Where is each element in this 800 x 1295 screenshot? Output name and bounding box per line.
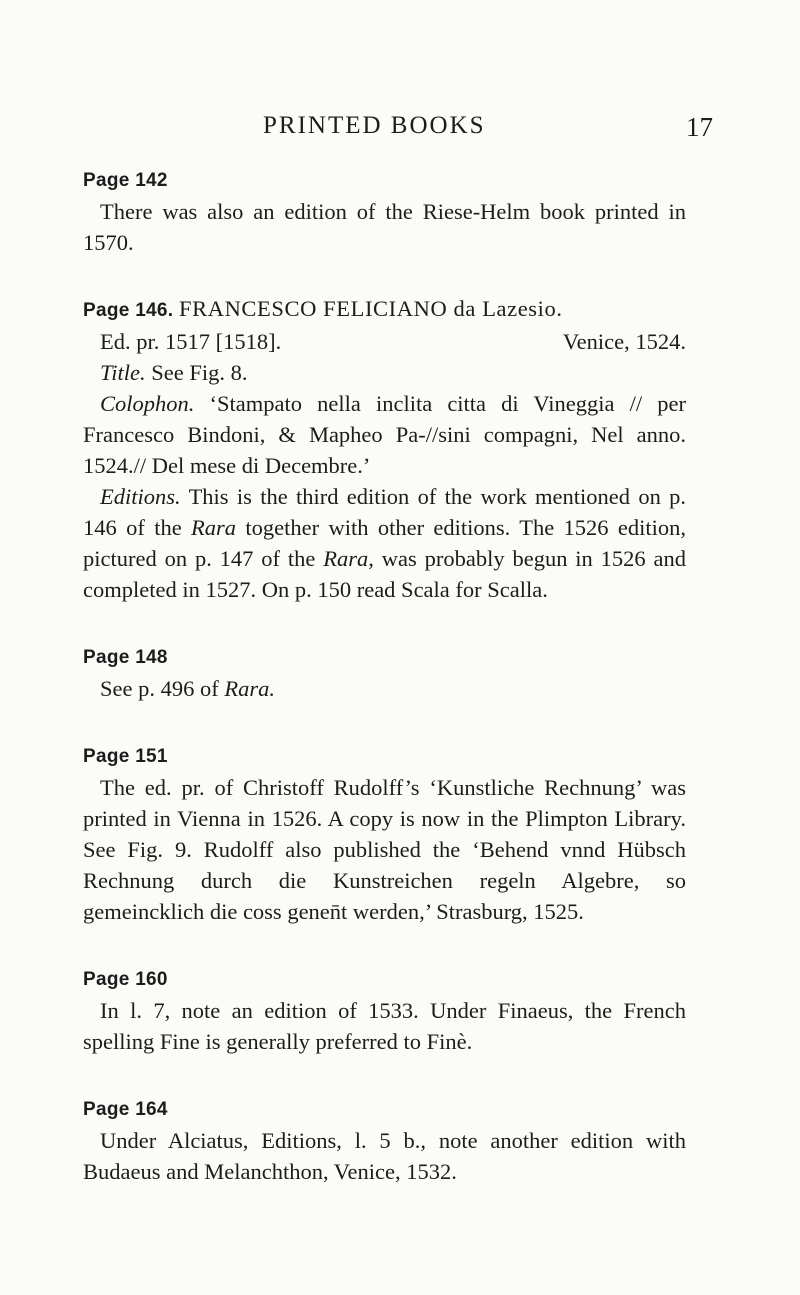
entry-text xyxy=(83,673,686,704)
entry-heading: Page 142 xyxy=(83,170,168,191)
entry-heading: Page 160 xyxy=(83,969,168,990)
entry-heading: Page 151 xyxy=(83,746,168,767)
entry-page-142 xyxy=(83,163,686,258)
colophon-paragraph xyxy=(83,388,686,481)
page-number: 17 xyxy=(686,112,713,142)
entry-text: In l. 7, note an edition of 1533. Under Finaeus, the French spelling Fine is generally preferred to Finè. xyxy=(83,998,686,1054)
entry-text: The ed. pr. of Christoff Rudolff’s ‘Kunstliche Rechnung’ was printed in Vienna in 1526. A copy is now in the Plimpton Library. See Fig. 9. Rudolff also published the ‘Behend vnnd Hübsch Rechnung durch die Kunstreichen regeln Algebre, so gemeincklich die coss genen̄t werden,’ Strasburg, 1525. xyxy=(83,775,686,924)
editions-label: Editions. xyxy=(100,484,181,509)
entry-heading: Page 164 xyxy=(83,1099,168,1120)
edition-right: Venice, 1524. xyxy=(562,329,686,354)
title-text: See Fig. 8. xyxy=(151,360,248,385)
entry-page-146 xyxy=(83,293,686,605)
entry-page-151 xyxy=(83,739,686,927)
text-block xyxy=(83,163,686,1222)
colophon-label: Colophon. xyxy=(100,391,195,416)
entry-heading: Page 146. xyxy=(83,300,174,321)
entry-page-160 xyxy=(83,962,686,1057)
entry-page-148 xyxy=(83,640,686,704)
entry-text-part: See p. 496 of xyxy=(100,676,219,701)
edition-left: Ed. pr. 1517 [1518]. xyxy=(100,329,282,354)
running-title: PRINTED BOOKS xyxy=(263,112,486,139)
editions-paragraph xyxy=(83,481,686,605)
entry-page-164 xyxy=(83,1092,686,1187)
colophon-text: ‘Stampato nella inclita citta di Vineggia // per Francesco Bindoni, & Mapheo Pa-//sini compagni, Nel anno. 1524.// Del mese di Decembre.’ xyxy=(83,391,686,478)
rara-reference: Rara, xyxy=(323,546,374,571)
rara-reference: Rara xyxy=(191,515,237,540)
editions-text: together with other editions. The 1526 edition, pictured on p. 147 of the xyxy=(83,515,687,571)
entry-text: There was also an edition of the Riese-Helm book printed in 1570. xyxy=(83,199,686,255)
editions-text: This is the third edition of the work mentioned on p. 146 of the xyxy=(83,484,687,540)
rara-reference: Rara. xyxy=(224,676,275,701)
running-head xyxy=(0,112,800,152)
edition-line xyxy=(83,326,686,357)
title-paragraph xyxy=(83,357,686,388)
title-label: Title. xyxy=(100,360,146,385)
entry-text: Under Alciatus, Editions, l. 5 b., note another edition with Budaeus and Melanchthon, Venice, 1532. xyxy=(83,1128,686,1184)
editions-text: was probably begun in 1526 and completed in 1527. On p. 150 read Scala for Scalla. xyxy=(83,546,687,602)
entry-heading-rest: FRANCESCO FELICIANO da Lazesio. xyxy=(179,296,563,321)
entry-heading: Page 148 xyxy=(83,647,168,668)
